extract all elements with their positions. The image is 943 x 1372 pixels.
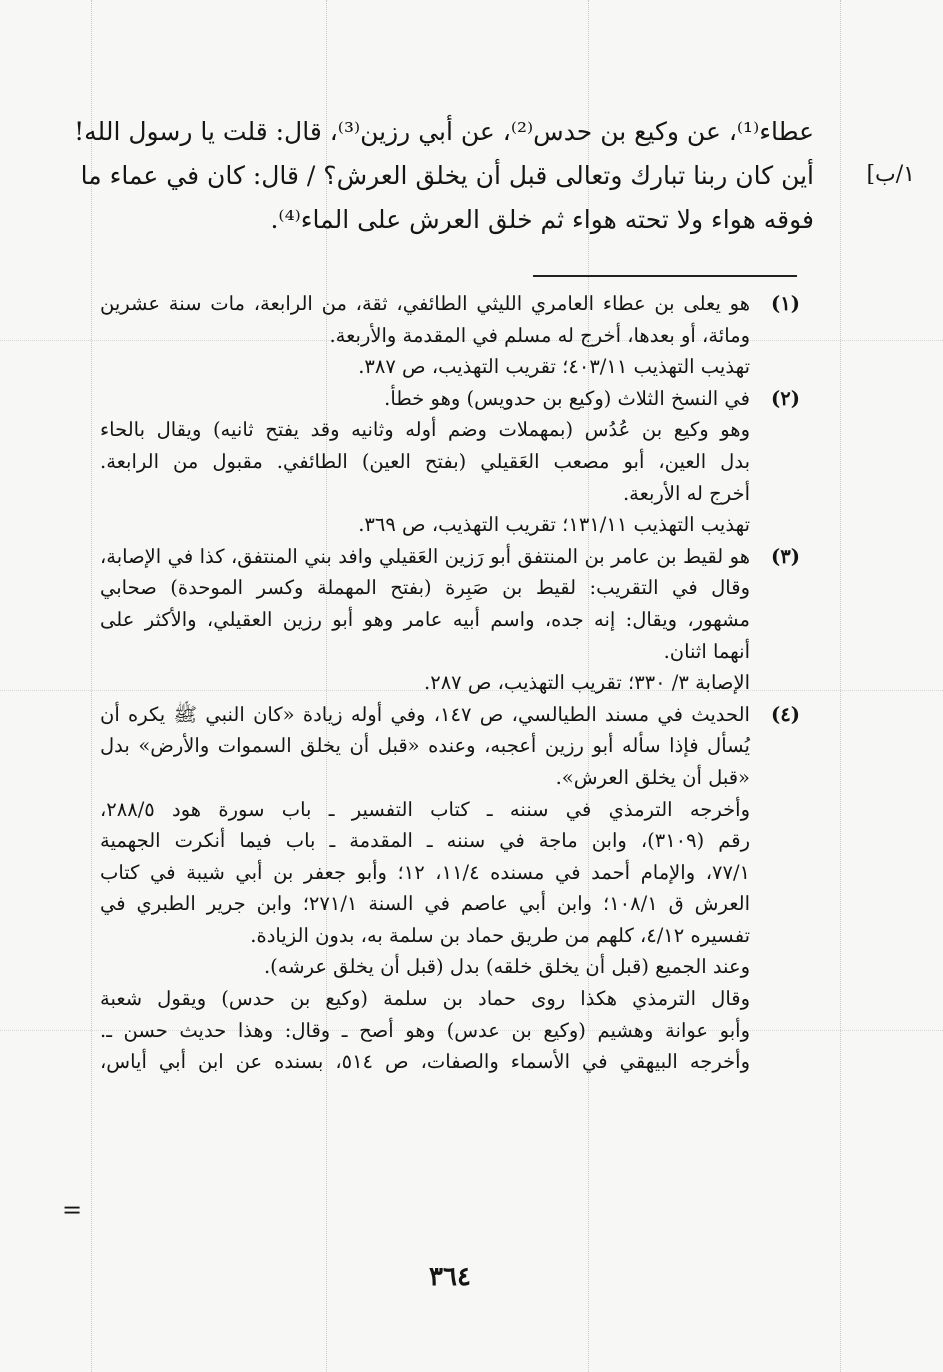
footnotes — [100, 288, 800, 1078]
folio-margin-reference: ١/ب] — [866, 162, 915, 187]
page-number: ٣٦٤ — [429, 1262, 471, 1292]
footnote-line: الحديث في مسند الطيالسي، ص ١٤٧، وفي أوله زيادة «كان النبي ﷺ يكره أن — [100, 702, 750, 726]
main-text-line: عطاء⁽¹⁾، عن وكيع بن حدس⁽²⁾، عن أبي رزين⁽³⁾، قال: قلت يا رسول الله! — [74, 117, 814, 146]
footnote-line: تفسيره ٤/١٢، كلهم من طريق حماد بن سلمة به، بدون الزيادة. — [250, 923, 750, 947]
footnote-1 — [100, 288, 800, 383]
footnote-separator — [533, 275, 797, 277]
footnote-line: الإصابة ٣/ ٣٣٠؛ تقريب التهذيب، ص ٢٨٧. — [424, 671, 750, 695]
footnote-line: في النسخ الثلاث (وكيع بن حدويس) وهو خطأ. — [384, 386, 750, 410]
scan-grid-line — [91, 0, 92, 1372]
main-text-line: فوقه هواء ولا تحته هواء ثم خلق العرش على الماء⁽⁴⁾. — [270, 205, 814, 234]
scan-grid-line — [840, 0, 841, 1372]
footnote-line: مشهور، ويقال: إنه جده، واسم أبيه عامر وهو أبو رزين العقيلي، والأكثر على — [100, 607, 750, 631]
footnote-number: (٣) — [771, 544, 800, 568]
footnote-3 — [100, 541, 800, 699]
footnote-line: «قبل أن يخلق العرش». — [555, 765, 750, 789]
footnote-line: وقال الترمذي هكذا روى حماد بن سلمة (وكيع بن حدس) ويقول شعبة — [100, 987, 750, 1011]
footnote-4 — [100, 699, 800, 1078]
footnote-number: (٤) — [771, 702, 800, 726]
footnote-line: ومائة، أو بعدها، أخرج له مسلم في المقدمة والأربعة. — [329, 323, 750, 347]
footnote-line: وأخرجه البيهقي في الأسماء والصفات، ص ٥١٤، بسنده عن ابن أبي أياس، — [100, 1050, 750, 1074]
footnote-line: ٧٧/١، والإمام أحمد في مسنده ١١/٤، ١٢؛ وأبو جعفر بن أبي شيبة في كتاب — [100, 860, 750, 884]
main-text-line: أين كان ربنا تبارك وتعالى قبل أن يخلق العرش؟ / قال: كان في عماء ما — [80, 161, 814, 190]
footnote-line: العرش ق ١٠٨/١؛ وابن أبي عاصم في السنة ٢٧١/١؛ وابن جرير الطبري في — [100, 892, 751, 916]
footnote-line: تهذيب التهذيب ١٣١/١١؛ تقريب التهذيب، ص ٣٦٩. — [358, 513, 750, 537]
footnote-line: وقال في التقريب: لقيط بن صَبِرة (بفتح المهملة وكسر الموحدة) صحابي — [100, 576, 750, 600]
footnote-number: (١) — [771, 292, 800, 315]
footnote-line: وهو وكيع بن عُدُس (بمهملات وضم أوله وثانيه وقد يفتح ثانيه) ويقال بالحاء — [100, 418, 750, 442]
footnote-line: هو لقيط بن عامر بن المنتفق أبو رَزين العَقيلي وافد بني المنتفق، كذا في الإصابة، — [100, 544, 750, 568]
footnote-line: وعند الجميع (قبل أن يخلق خلقه) بدل (قبل أن يخلق عرشه). — [263, 955, 750, 979]
footnote-line: أخرج له الأربعة. — [622, 481, 750, 505]
footnote-line: تهذيب التهذيب ٤٠٣/١١؛ تقريب التهذيب، ص ٣٨٧. — [358, 355, 750, 379]
footnote-2 — [100, 383, 800, 541]
footnote-line: بدل العين، أبو مصعب العَقيلي (بفتح العين) الطائفي. مقبول من الرابعة. — [100, 449, 750, 473]
footnote-number: (٢) — [771, 386, 800, 410]
main-text — [74, 110, 814, 242]
footnote-line: أنهما اثنان. — [663, 639, 750, 663]
footnote-line: يُسأل فإذا سأله أبو رزين أعجبه، وعنده «قبل أن يخلق السموات والأرض» بدل — [100, 734, 750, 758]
footnote-line: هو يعلى بن عطاء العامري الليثي الطائفي، ثقة، من الرابعة، مات سنة عشرين — [100, 292, 750, 315]
continuation-mark: = — [62, 1196, 83, 1224]
footnote-line: رقم (٣١٠٩)، وابن ماجة في سننه ـ المقدمة ـ باب فيما أنكرت الجهمية — [100, 829, 750, 853]
footnote-line: وأخرجه الترمذي في سننه ـ كتاب التفسير ـ باب سورة هود ٢٨٨/٥، — [100, 797, 750, 821]
footnote-line: وأبو عوانة وهشيم (وكيع بن عدس) وهو أصح ـ وقال: وهذا حديث حسن ـ. — [100, 1018, 750, 1042]
